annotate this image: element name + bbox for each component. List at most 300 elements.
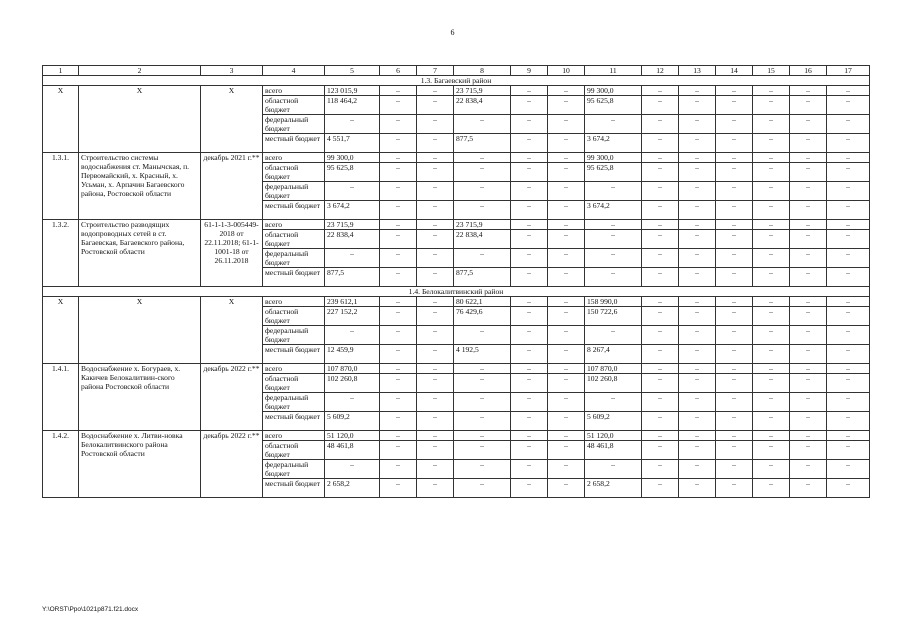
amount-cell: 8 267,4 [585, 345, 642, 364]
amount-cell: – [716, 393, 753, 412]
funding-source: областной бюджет [263, 163, 325, 182]
amount-cell: – [642, 479, 679, 498]
amount-cell: – [827, 431, 870, 441]
amount-cell: – [511, 364, 548, 374]
amount-cell: – [790, 220, 827, 230]
amount-cell: – [548, 153, 585, 163]
amount-cell: – [454, 201, 511, 220]
amount-cell: 22 838,4 [454, 96, 511, 115]
completion-term: X [201, 86, 263, 153]
funding-source: областной бюджет [263, 307, 325, 326]
amount-cell: – [585, 220, 642, 230]
amount-cell: – [548, 182, 585, 201]
amount-cell: – [380, 134, 417, 153]
amount-cell: – [642, 326, 679, 345]
table-row [43, 153, 870, 163]
funding-source: областной бюджет [263, 374, 325, 393]
table-row [43, 364, 870, 374]
funding-source: всего [263, 297, 325, 307]
amount-cell: – [548, 297, 585, 307]
table-row [43, 297, 870, 307]
amount-cell: 23 715,9 [325, 220, 380, 230]
amount-cell: – [380, 441, 417, 460]
funding-source: федеральный бюджет [263, 460, 325, 479]
item-number: X [43, 297, 79, 364]
amount-cell: – [753, 220, 790, 230]
amount-cell: – [642, 441, 679, 460]
amount-cell: – [548, 86, 585, 96]
amount-cell: – [642, 307, 679, 326]
amount-cell: – [417, 182, 454, 201]
amount-cell: – [679, 220, 716, 230]
amount-cell: – [380, 374, 417, 393]
amount-cell: – [716, 374, 753, 393]
amount-cell: – [716, 201, 753, 220]
object-name: Строительство системы водоснабжения ст. Манычская, п. Первомайский, х. Красный, х. Усьман, х. Арпачин Багаевского района, Ростовской области [79, 153, 201, 220]
amount-cell: – [454, 182, 511, 201]
object-name: X [79, 86, 201, 153]
amount-cell: 239 612,1 [325, 297, 380, 307]
amount-cell: – [548, 249, 585, 268]
amount-cell: 48 461,8 [325, 441, 380, 460]
amount-cell: – [511, 441, 548, 460]
amount-cell: – [380, 249, 417, 268]
amount-cell: – [753, 412, 790, 431]
amount-cell: – [548, 393, 585, 412]
item-number: 1.4.1. [43, 364, 79, 431]
funding-source: областной бюджет [263, 96, 325, 115]
amount-cell: – [716, 163, 753, 182]
funding-source: федеральный бюджет [263, 326, 325, 345]
amount-cell: – [753, 163, 790, 182]
amount-cell: 22 838,4 [454, 230, 511, 249]
amount-cell: – [380, 153, 417, 163]
amount-cell: 107 870,0 [585, 364, 642, 374]
amount-cell: 877,5 [454, 268, 511, 287]
amount-cell: – [380, 460, 417, 479]
column-number: 12 [642, 66, 679, 76]
amount-cell: – [790, 297, 827, 307]
amount-cell: – [325, 249, 380, 268]
amount-cell: 158 990,0 [585, 297, 642, 307]
amount-cell: 2 658,2 [585, 479, 642, 498]
amount-cell: – [454, 249, 511, 268]
column-number: 10 [548, 66, 585, 76]
amount-cell: – [585, 268, 642, 287]
amount-cell: – [325, 182, 380, 201]
funding-source: федеральный бюджет [263, 115, 325, 134]
amount-cell: – [790, 307, 827, 326]
amount-cell: – [548, 412, 585, 431]
amount-cell: – [417, 364, 454, 374]
amount-cell: 877,5 [325, 268, 380, 287]
amount-cell: – [790, 460, 827, 479]
amount-cell: 95 625,8 [585, 163, 642, 182]
file-path-footer: Y:\ORST\Ppo\1021p871.f21.docx [42, 606, 139, 613]
amount-cell: – [454, 374, 511, 393]
amount-cell: – [585, 460, 642, 479]
amount-cell: – [716, 479, 753, 498]
funding-source: местный бюджет [263, 345, 325, 364]
amount-cell: – [790, 364, 827, 374]
amount-cell: – [679, 393, 716, 412]
amount-cell: – [585, 230, 642, 249]
amount-cell: – [716, 134, 753, 153]
amount-cell: – [827, 479, 870, 498]
amount-cell: – [679, 153, 716, 163]
funding-source: местный бюджет [263, 412, 325, 431]
amount-cell: – [716, 268, 753, 287]
amount-cell: – [790, 115, 827, 134]
amount-cell: – [380, 230, 417, 249]
amount-cell: – [454, 163, 511, 182]
amount-cell: – [548, 268, 585, 287]
object-name: Водоснабжение х. Литви-новка Белокалитвинского района Ростовской области [79, 431, 201, 498]
amount-cell: – [753, 364, 790, 374]
amount-cell: 80 622,1 [454, 297, 511, 307]
amount-cell: – [679, 115, 716, 134]
amount-cell: – [642, 268, 679, 287]
amount-cell: – [417, 307, 454, 326]
amount-cell: – [511, 96, 548, 115]
amount-cell: – [753, 268, 790, 287]
completion-term: декабрь 2022 г.** [201, 431, 263, 498]
page-number: 6 [450, 28, 455, 37]
amount-cell: 123 015,9 [325, 86, 380, 96]
amount-cell: – [753, 96, 790, 115]
amount-cell: – [642, 115, 679, 134]
amount-cell: – [511, 412, 548, 431]
amount-cell: – [642, 201, 679, 220]
amount-cell: 51 120,0 [325, 431, 380, 441]
amount-cell: – [827, 182, 870, 201]
amount-cell: – [454, 479, 511, 498]
amount-cell: – [642, 393, 679, 412]
amount-cell: – [585, 115, 642, 134]
amount-cell: – [642, 460, 679, 479]
funding-source: местный бюджет [263, 479, 325, 498]
amount-cell: – [716, 460, 753, 479]
amount-cell: – [679, 182, 716, 201]
amount-cell: – [380, 431, 417, 441]
amount-cell: – [548, 326, 585, 345]
amount-cell: – [753, 393, 790, 412]
amount-cell: 877,5 [454, 134, 511, 153]
column-number: 9 [511, 66, 548, 76]
amount-cell: – [753, 441, 790, 460]
amount-cell: – [679, 230, 716, 249]
amount-cell: – [380, 86, 417, 96]
amount-cell: – [679, 345, 716, 364]
amount-cell: – [679, 134, 716, 153]
amount-cell: 99 300,0 [325, 153, 380, 163]
amount-cell: – [827, 230, 870, 249]
section-title: 1.3. Багаевский район [43, 76, 870, 86]
amount-cell: – [454, 441, 511, 460]
amount-cell: – [511, 182, 548, 201]
amount-cell: – [679, 364, 716, 374]
completion-term: декабрь 2022 г.** [201, 364, 263, 431]
amount-cell: – [827, 460, 870, 479]
amount-cell: – [679, 249, 716, 268]
amount-cell: 99 300,0 [585, 86, 642, 96]
amount-cell: – [716, 115, 753, 134]
amount-cell: – [511, 134, 548, 153]
funding-source: всего [263, 364, 325, 374]
amount-cell: – [716, 220, 753, 230]
amount-cell: – [827, 412, 870, 431]
amount-cell: – [417, 479, 454, 498]
amount-cell: – [790, 182, 827, 201]
funding-source: всего [263, 431, 325, 441]
object-name: X [79, 297, 201, 364]
amount-cell: – [642, 153, 679, 163]
amount-cell: – [548, 230, 585, 249]
amount-cell: – [679, 268, 716, 287]
amount-cell: – [679, 326, 716, 345]
amount-cell: – [790, 96, 827, 115]
amount-cell: – [642, 249, 679, 268]
amount-cell: – [548, 441, 585, 460]
funding-source: местный бюджет [263, 268, 325, 287]
amount-cell: – [716, 96, 753, 115]
amount-cell: – [827, 249, 870, 268]
object-name: Строительство разводящих водопроводных сетей в ст. Багаевская, Багаевского района, Ростовской области [79, 220, 201, 287]
amount-cell: – [380, 201, 417, 220]
amount-cell: – [753, 431, 790, 441]
funding-source: местный бюджет [263, 201, 325, 220]
table-row [43, 220, 870, 230]
amount-cell: 95 625,8 [585, 96, 642, 115]
amount-cell: – [790, 134, 827, 153]
funding-source: всего [263, 153, 325, 163]
funding-source: всего [263, 220, 325, 230]
amount-cell: 95 625,8 [325, 163, 380, 182]
amount-cell: – [679, 86, 716, 96]
amount-cell: 76 429,6 [454, 307, 511, 326]
amount-cell: – [679, 412, 716, 431]
amount-cell: – [417, 393, 454, 412]
amount-cell: – [417, 230, 454, 249]
amount-cell: – [454, 153, 511, 163]
amount-cell: – [511, 374, 548, 393]
column-number: 13 [679, 66, 716, 76]
amount-cell: – [827, 115, 870, 134]
amount-cell: – [679, 479, 716, 498]
amount-cell: 23 715,9 [454, 220, 511, 230]
amount-cell: – [642, 96, 679, 115]
amount-cell: – [827, 345, 870, 364]
amount-cell: – [325, 393, 380, 412]
section-title: 1.4. Белокалитвинский район [43, 287, 870, 297]
amount-cell: – [380, 182, 417, 201]
amount-cell: – [585, 182, 642, 201]
amount-cell: – [827, 86, 870, 96]
amount-cell: – [642, 134, 679, 153]
amount-cell: – [417, 412, 454, 431]
amount-cell: 102 260,8 [325, 374, 380, 393]
amount-cell: – [642, 182, 679, 201]
column-number: 11 [585, 66, 642, 76]
funding-source: областной бюджет [263, 441, 325, 460]
amount-cell: – [511, 153, 548, 163]
funding-source: федеральный бюджет [263, 182, 325, 201]
amount-cell: – [511, 163, 548, 182]
amount-cell: – [790, 441, 827, 460]
amount-cell: – [380, 326, 417, 345]
amount-cell: – [417, 115, 454, 134]
amount-cell: – [511, 345, 548, 364]
amount-cell: – [380, 163, 417, 182]
amount-cell: – [417, 374, 454, 393]
amount-cell: – [417, 153, 454, 163]
amount-cell: – [548, 163, 585, 182]
amount-cell: – [790, 374, 827, 393]
amount-cell: 51 120,0 [585, 431, 642, 441]
amount-cell: – [716, 153, 753, 163]
amount-cell: – [325, 460, 380, 479]
amount-cell: 23 715,9 [454, 86, 511, 96]
amount-cell: – [679, 431, 716, 441]
amount-cell: 4 551,7 [325, 134, 380, 153]
amount-cell: – [417, 220, 454, 230]
amount-cell: – [827, 201, 870, 220]
amount-cell: – [642, 364, 679, 374]
amount-cell: 22 838,4 [325, 230, 380, 249]
amount-cell: – [753, 249, 790, 268]
amount-cell: – [642, 86, 679, 96]
amount-cell: – [511, 479, 548, 498]
item-number: X [43, 86, 79, 153]
amount-cell: – [716, 441, 753, 460]
budget-table [42, 65, 870, 498]
amount-cell: – [753, 201, 790, 220]
column-number: 2 [79, 66, 201, 76]
column-number: 15 [753, 66, 790, 76]
amount-cell: – [716, 86, 753, 96]
amount-cell: – [827, 96, 870, 115]
amount-cell: – [642, 230, 679, 249]
amount-cell: – [511, 460, 548, 479]
amount-cell: 3 674,2 [325, 201, 380, 220]
completion-term: декабрь 2021 г.** [201, 153, 263, 220]
amount-cell: – [417, 460, 454, 479]
funding-source: федеральный бюджет [263, 393, 325, 412]
amount-cell: – [511, 115, 548, 134]
amount-cell: 5 609,2 [585, 412, 642, 431]
amount-cell: – [380, 96, 417, 115]
amount-cell: – [790, 153, 827, 163]
amount-cell: – [417, 163, 454, 182]
amount-cell: – [790, 393, 827, 412]
amount-cell: – [827, 220, 870, 230]
amount-cell: – [417, 345, 454, 364]
column-number: 3 [201, 66, 263, 76]
amount-cell: – [790, 201, 827, 220]
amount-cell: – [454, 115, 511, 134]
column-number: 7 [417, 66, 454, 76]
amount-cell: 99 300,0 [585, 153, 642, 163]
column-number: 14 [716, 66, 753, 76]
amount-cell: – [753, 182, 790, 201]
amount-cell: – [827, 364, 870, 374]
amount-cell: – [417, 268, 454, 287]
amount-cell: – [585, 249, 642, 268]
funding-source: всего [263, 86, 325, 96]
amount-cell: – [753, 297, 790, 307]
amount-cell: – [679, 307, 716, 326]
column-number: 4 [263, 66, 325, 76]
amount-cell: – [511, 326, 548, 345]
amount-cell: – [827, 326, 870, 345]
amount-cell: – [454, 412, 511, 431]
section-title-row [43, 76, 870, 86]
amount-cell: – [380, 393, 417, 412]
amount-cell: – [548, 460, 585, 479]
amount-cell: – [548, 96, 585, 115]
amount-cell: – [753, 86, 790, 96]
amount-cell: – [679, 201, 716, 220]
amount-cell: – [325, 115, 380, 134]
amount-cell: – [753, 153, 790, 163]
amount-cell: – [753, 307, 790, 326]
funding-source: федеральный бюджет [263, 249, 325, 268]
amount-cell: – [753, 374, 790, 393]
amount-cell: – [380, 307, 417, 326]
amount-cell: – [716, 297, 753, 307]
amount-cell: – [380, 297, 417, 307]
amount-cell: 102 260,8 [585, 374, 642, 393]
amount-cell: – [679, 374, 716, 393]
amount-cell: – [827, 441, 870, 460]
amount-cell: – [548, 115, 585, 134]
amount-cell: – [511, 297, 548, 307]
funding-source: местный бюджет [263, 134, 325, 153]
amount-cell: – [380, 364, 417, 374]
amount-cell: – [679, 163, 716, 182]
amount-cell: – [716, 326, 753, 345]
amount-cell: – [790, 431, 827, 441]
amount-cell: – [585, 326, 642, 345]
amount-cell: – [511, 268, 548, 287]
amount-cell: – [548, 307, 585, 326]
funding-source: областной бюджет [263, 230, 325, 249]
amount-cell: – [790, 86, 827, 96]
amount-cell: – [790, 249, 827, 268]
amount-cell: 2 658,2 [325, 479, 380, 498]
column-number: 6 [380, 66, 417, 76]
amount-cell: – [679, 297, 716, 307]
amount-cell: – [753, 230, 790, 249]
amount-cell: – [417, 96, 454, 115]
amount-cell: – [325, 326, 380, 345]
amount-cell: – [417, 441, 454, 460]
section-title-row [43, 287, 870, 297]
amount-cell: – [790, 163, 827, 182]
amount-cell: 118 464,2 [325, 96, 380, 115]
amount-cell: – [417, 201, 454, 220]
amount-cell: – [548, 201, 585, 220]
amount-cell: – [679, 441, 716, 460]
amount-cell: – [716, 412, 753, 431]
amount-cell: – [753, 115, 790, 134]
column-number-row [43, 66, 870, 76]
amount-cell: – [642, 431, 679, 441]
amount-cell: – [790, 412, 827, 431]
item-number: 1.3.2. [43, 220, 79, 287]
column-number: 16 [790, 66, 827, 76]
amount-cell: – [454, 326, 511, 345]
